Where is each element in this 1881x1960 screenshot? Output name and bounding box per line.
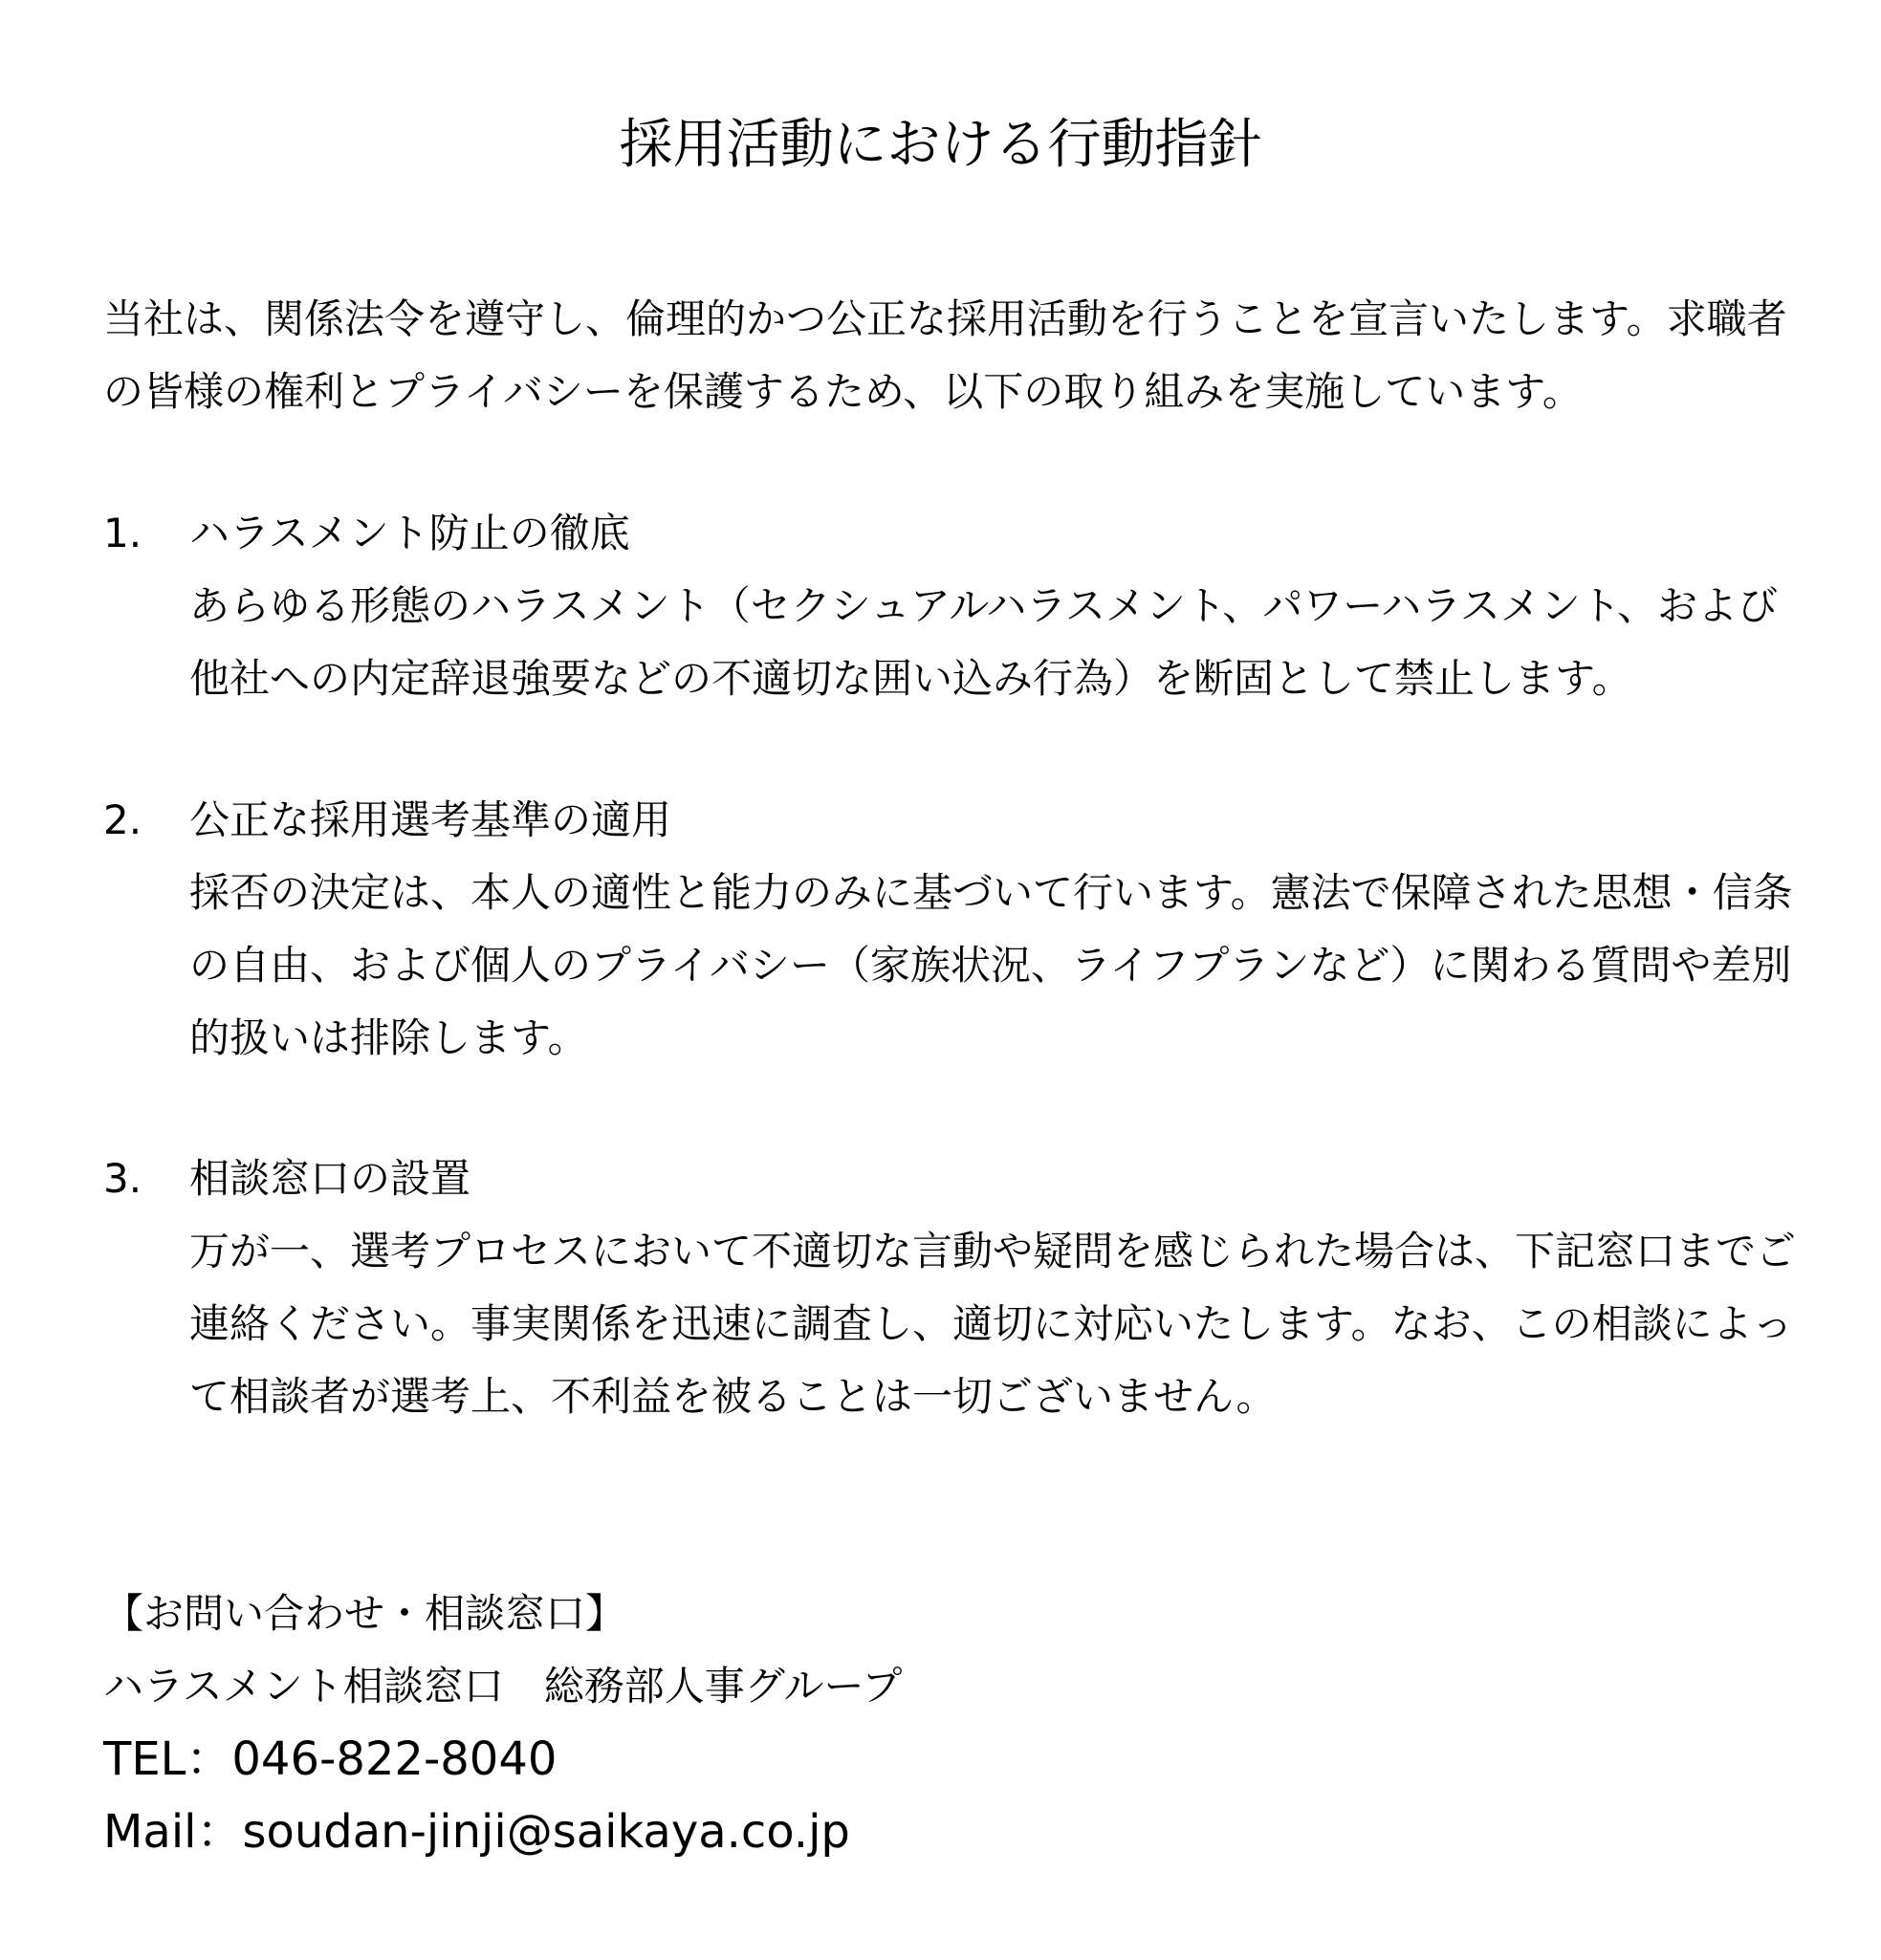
intro-paragraph: 当社は、関係法令を遵守し、倫理的かつ公正な採用活動を行うことを宣言いたします。求職者の皆様の権利とプライバシーを保護するため、以下の取り組みを実施しています。: [103, 295, 1787, 415]
contact-section: [103, 1578, 1815, 1868]
item-number: 1.: [103, 510, 142, 556]
item-title: 相談窓口の設置: [189, 1155, 471, 1202]
contact-mail: Mail：soudan-jinji@saikaya.co.jp: [103, 1805, 850, 1859]
contact-tel: TEL：046-822-8040: [103, 1732, 558, 1786]
list-item: [103, 1143, 1815, 1433]
item-title: 公正な採用選考基準の適用: [189, 796, 672, 843]
item-number: 3.: [103, 1155, 142, 1202]
list-item: [103, 497, 1815, 715]
contact-department: ハラスメント相談窓口 総務部人事グループ: [103, 1663, 903, 1710]
item-body: 万が一、選考プロセスにおいて不適切な言動や疑問を感じられた場合は、下記窓口までご連絡ください。事実関係を迅速に調査し、適切に対応いたします。なお、この相談によって相談者が選考上、不利益を被ることは一切ございません。: [189, 1228, 1797, 1420]
contact-heading: 【お問い合わせ・相談窓口】: [103, 1590, 626, 1637]
item-title: ハラスメント防止の徹底: [189, 510, 630, 556]
item-body: あらゆる形態のハラスメント（セクシュアルハラスメント、パワーハラスメント、および他社への内定辞退強要などの不適切な囲い込み行為）を断固として禁止します。: [189, 582, 1779, 702]
item-body: 採否の決定は、本人の適性と能力のみに基づいて行います。憲法で保障された思想・信条の自由、および個人のプライバシー（家族状況、ライフプランなど）に関わる質問や差別的扱いは排除します。: [189, 869, 1793, 1061]
list-item: [103, 784, 1815, 1075]
item-number: 2.: [103, 796, 142, 843]
page-title: 採用活動における行動指針: [619, 114, 1262, 176]
